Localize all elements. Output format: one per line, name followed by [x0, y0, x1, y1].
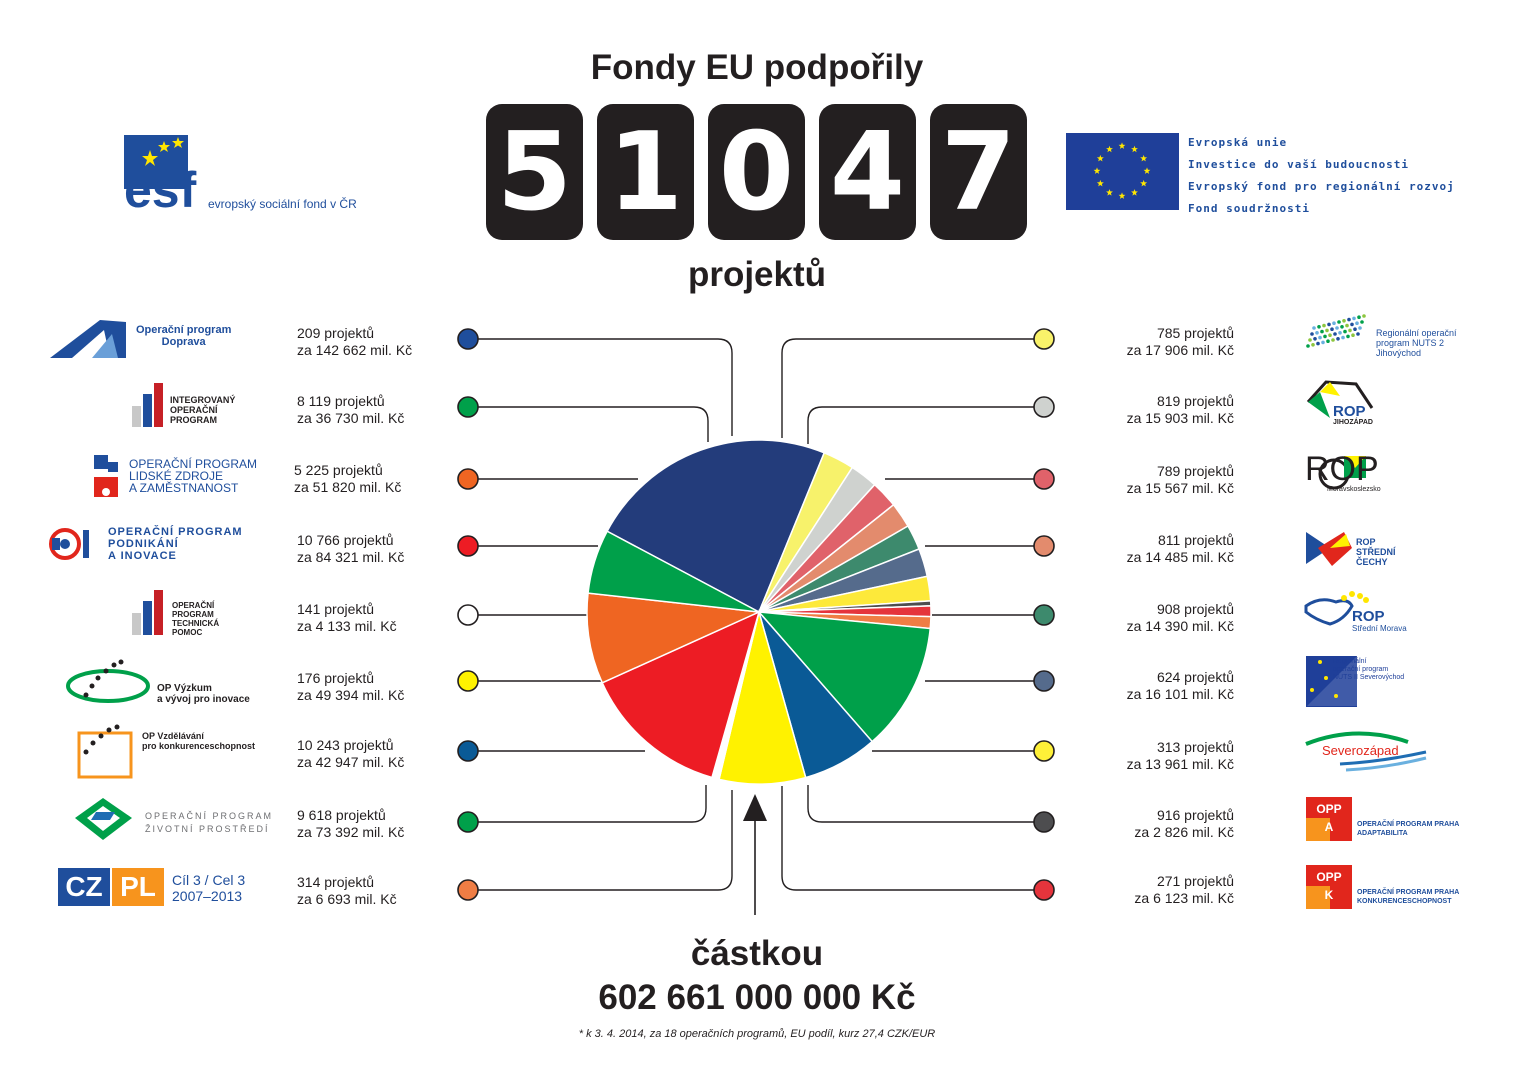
stat-right-8: 271 projektů za 6 123 mil. Kč: [1134, 873, 1234, 906]
counter-digit: 5: [486, 104, 583, 240]
jv-dot: [1340, 325, 1344, 329]
legend-marker: [1034, 812, 1054, 832]
connector-line: [468, 407, 708, 442]
jv-dot: [1308, 338, 1312, 342]
jv-dot: [1338, 331, 1342, 335]
logo-rop-sv-label: Regionální operační program NUTS II Severovýchod: [1333, 658, 1405, 681]
counter-digit: 1: [597, 104, 694, 240]
logo-oppa-mark: OPP A: [1316, 802, 1342, 834]
jv-dot: [1318, 336, 1322, 340]
jv-dot: [1321, 341, 1325, 345]
headline-amount: [0, 932, 1514, 1020]
jv-dot: [1353, 327, 1357, 331]
legend-marker: [458, 469, 478, 489]
jv-dot: [1312, 326, 1316, 330]
eu-line: Investice do vaší budoucnosti: [1188, 158, 1410, 171]
connector-line: [808, 785, 1044, 822]
eu-line: Evropská unie: [1188, 136, 1288, 149]
jv-dot: [1326, 339, 1330, 343]
logo-oppi-icon: [51, 530, 89, 558]
logo-rop-sm-label: ROP Střední Morava: [1352, 608, 1407, 633]
logo-opvavpi-label: OP Výzkum a vývoj pro inovace: [157, 683, 250, 705]
jv-dot: [1330, 327, 1334, 331]
stat-right-6: 313 projektů za 13 961 mil. Kč: [1126, 739, 1234, 772]
legend-marker: [1034, 397, 1054, 417]
arrow-head: [743, 794, 767, 821]
logo-doprava-label: Operační program Doprava: [136, 324, 232, 348]
logo-iop-icon: [132, 383, 163, 427]
stat-left-4: 141 projektů za 4 133 mil. Kč: [297, 601, 397, 634]
legend-marker: [1034, 671, 1054, 691]
stat-right-3: 811 projektů za 14 485 mil. Kč: [1126, 532, 1234, 565]
stat-left-1: 8 119 projektů za 36 730 mil. Kč: [297, 393, 405, 426]
jv-dot: [1341, 336, 1345, 340]
legend-marker: [458, 329, 478, 349]
jv-dot: [1310, 332, 1314, 336]
logo-rop-jihovychod-icon: [1306, 314, 1366, 348]
footnote: * k 3. 4. 2014, za 18 operačních programů, EU podíl, kurz 27,4 CZK/EUR: [578, 1028, 936, 1040]
logo-optp-icon: [132, 590, 163, 635]
jv-dot: [1360, 320, 1364, 324]
jv-dot: [1346, 335, 1350, 339]
jv-dot: [1327, 323, 1331, 327]
jv-dot: [1350, 323, 1354, 327]
stat-right-1: 819 projektů za 15 903 mil. Kč: [1126, 393, 1234, 426]
stat-left-6: 10 243 projektů za 42 947 mil. Kč: [297, 737, 405, 770]
jv-dot: [1356, 332, 1360, 336]
eu-line: Evropský fond pro regionální rozvoj: [1188, 180, 1455, 193]
stat-left-3: 10 766 projektů za 84 321 mil. Kč: [297, 532, 405, 565]
jv-dot: [1306, 344, 1310, 348]
stat-right-4: 908 projektů za 14 390 mil. Kč: [1126, 601, 1234, 634]
legend-marker: [1034, 880, 1054, 900]
stat-left-0: 209 projektů za 142 662 mil. Kč: [297, 325, 413, 358]
jv-dot: [1347, 318, 1351, 322]
stat-left-2: 5 225 projektů za 51 820 mil. Kč: [294, 462, 402, 495]
esf-letters: esf: [124, 162, 197, 218]
jv-dot: [1320, 330, 1324, 334]
jv-dot: [1358, 326, 1362, 330]
legend-marker: [458, 671, 478, 691]
up-arrow-icon: [743, 794, 767, 915]
stat-right-2: 789 projektů za 15 567 mil. Kč: [1126, 463, 1234, 496]
counter-digit: 4: [819, 104, 916, 240]
legend-marker: [1034, 469, 1054, 489]
logo-oppi-label: OPERAČNÍ PROGRAM PODNIKÁNÍ A INOVACE: [108, 526, 243, 562]
jv-dot: [1357, 315, 1361, 319]
legend-marker: [1034, 741, 1054, 761]
connector-line: [468, 790, 732, 890]
logo-opzp-icon: [75, 798, 132, 840]
connector-line: [782, 786, 1044, 890]
logo-opvavpi-icon: [68, 660, 148, 702]
jv-dot: [1355, 321, 1359, 325]
legend-marker: [1034, 536, 1054, 556]
logo-rop-sc-icon: [1306, 532, 1352, 566]
logo-oppk-mark: OPP K: [1316, 870, 1342, 902]
logo-opvk-label: OP Vzdělávání pro konkurenceschopnost: [142, 731, 256, 751]
headline-amount-label: částkou: [690, 934, 824, 973]
logo-rop-sz-label: Severozápad: [1322, 743, 1399, 758]
logo-iop-label: INTEGROVANÝ OPERAČNÍ PROGRAM: [170, 395, 236, 425]
stat-left-8: 314 projektů za 6 693 mil. Kč: [297, 874, 397, 907]
logo-czpl-label: Cíl 3 / Cel 3 2007–2013: [172, 872, 246, 904]
connector-line: [468, 339, 732, 436]
jv-dot: [1352, 317, 1356, 321]
jv-dot: [1315, 331, 1319, 335]
jv-dot: [1362, 314, 1366, 318]
jv-dot: [1348, 329, 1352, 333]
eu-flag-logo: [1066, 133, 1179, 210]
logo-opvk-icon: [79, 725, 131, 778]
jv-dot: [1311, 343, 1315, 347]
logo-oppk-label: OPERAČNÍ PROGRAM PRAHA KONKURENCESCHOPNOST: [1357, 889, 1460, 905]
jv-dot: [1333, 332, 1337, 336]
headline-projects: projektů: [687, 255, 827, 294]
logo-doprava-icon: [50, 320, 126, 358]
jv-dot: [1322, 324, 1326, 328]
jv-dot: [1331, 338, 1335, 342]
logo-czpl-pl: PL: [120, 871, 156, 902]
projects-counter: [486, 104, 1027, 240]
legend-marker: [458, 812, 478, 832]
jv-dot: [1337, 320, 1341, 324]
jv-dot: [1325, 329, 1329, 333]
counter-digit: 7: [930, 104, 1027, 240]
logo-rop-ms-label: ROP Moravskoslezsko: [1305, 450, 1381, 493]
connector-line: [468, 785, 706, 822]
headline-top: Fondy EU podpořily: [590, 48, 924, 87]
logo-optp-label: OPERAČNÍ PROGRAM TECHNICKÁ POMOC: [172, 601, 220, 637]
legend-marker: [458, 605, 478, 625]
stat-left-7: 9 618 projektů za 73 392 mil. Kč: [297, 807, 405, 840]
jv-dot: [1342, 319, 1346, 323]
legend-marker: [458, 536, 478, 556]
headline-amount-value: 602 661 000 000 Kč: [598, 978, 916, 1017]
legend-marker: [1034, 605, 1054, 625]
logo-rop-jz-label: ROP JIHOZÁPAD: [1333, 403, 1373, 426]
eu-logo-text: [1188, 132, 1455, 220]
logo-oplzz-icon: [94, 455, 118, 497]
legend-marker: [458, 741, 478, 761]
logo-rop-jv-label: Regionální operační program NUTS 2 Jihovýchod: [1376, 328, 1457, 358]
jv-dot: [1323, 335, 1327, 339]
stat-right-7: 916 projektů za 2 826 mil. Kč: [1134, 807, 1234, 840]
legend-marker: [458, 880, 478, 900]
stat-right-5: 624 projektů za 16 101 mil. Kč: [1126, 669, 1234, 702]
jv-dot: [1316, 342, 1320, 346]
jv-dot: [1317, 325, 1321, 329]
stat-left-5: 176 projektů za 49 394 mil. Kč: [297, 670, 405, 703]
jv-dot: [1332, 321, 1336, 325]
counter-digit: 0: [708, 104, 805, 240]
jv-dot: [1336, 337, 1340, 341]
esf-caption: evropský sociální fond v ČR: [208, 197, 357, 211]
logo-opzp-label: OPERAČNÍ PROGRAM ŽIVOTNÍ PROSTŘEDÍ: [145, 811, 274, 834]
logo-czpl-cz: CZ: [65, 871, 103, 902]
eu-line: Fond soudržnosti: [1188, 202, 1310, 215]
jv-dot: [1313, 337, 1317, 341]
jv-dot: [1335, 326, 1339, 330]
legend-marker: [458, 397, 478, 417]
jv-dot: [1343, 330, 1347, 334]
stat-right-0: 785 projektů za 17 906 mil. Kč: [1126, 325, 1234, 358]
jv-dot: [1345, 324, 1349, 328]
connector-line: [782, 339, 1044, 438]
logo-oppa-label: OPERAČNÍ PROGRAM PRAHA ADAPTABILITA: [1357, 821, 1460, 837]
esf-logo: [124, 135, 357, 218]
legend-marker: [1034, 329, 1054, 349]
jv-dot: [1328, 333, 1332, 337]
connector-line: [808, 407, 1044, 444]
logo-oplzz-label: OPERAČNÍ PROGRAM LIDSKÉ ZDROJE A ZAMĚSTNANOST: [129, 457, 258, 495]
logo-rop-sc-label: ROP STŘEDNÍ ČECHY: [1356, 537, 1396, 567]
jv-dot: [1351, 333, 1355, 337]
pie-chart: [587, 440, 931, 784]
